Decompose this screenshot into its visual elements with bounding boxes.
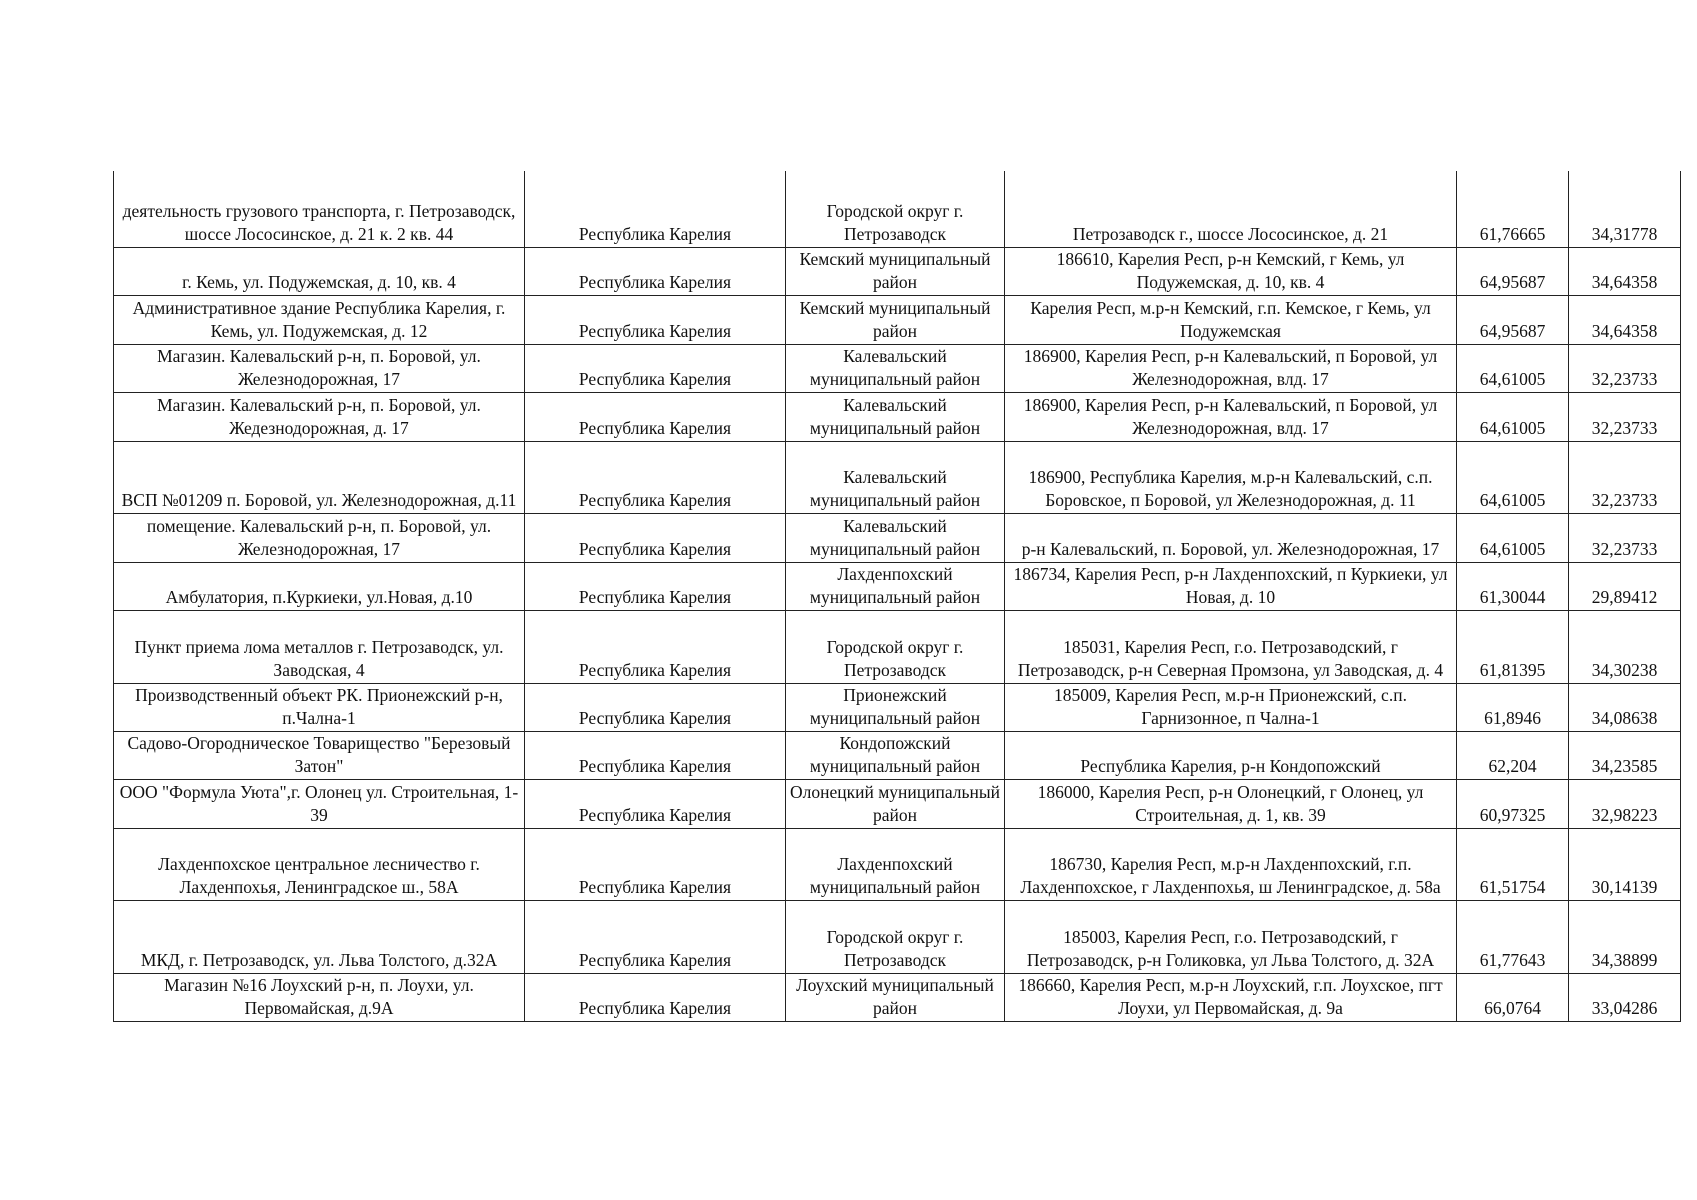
table-row <box>114 392 1681 441</box>
latitude-cell: 61,81395 <box>1457 610 1569 683</box>
latitude-cell: 61,30044 <box>1457 562 1569 610</box>
municipality-cell: Калевальский муниципальный район <box>786 441 1005 513</box>
address-cell: 186660, Карелия Респ, м.р-н Лоухский, г.п. Лоухское, пгт Лоухи, ул Первомайская, д. 9а <box>1005 973 1457 1021</box>
longitude-cell: 34,64358 <box>1569 247 1681 295</box>
longitude-cell: 29,89412 <box>1569 562 1681 610</box>
address-cell: 185031, Карелия Респ, г.о. Петрозаводский, г Петрозаводск, р-н Северная Промзона, ул Заводская, д. 4 <box>1005 610 1457 683</box>
table-row <box>114 973 1681 1021</box>
longitude-cell: 34,38899 <box>1569 900 1681 973</box>
region-cell: Республика Карелия <box>525 828 786 900</box>
address-cell: 186734, Карелия Респ, р-н Лахденпохский, п Куркиеки, ул Новая, д. 10 <box>1005 562 1457 610</box>
region-cell: Республика Карелия <box>525 900 786 973</box>
municipality-cell: Кемский муниципальный район <box>786 247 1005 295</box>
longitude-cell: 32,98223 <box>1569 779 1681 828</box>
place-cell: Магазин №16 Лоухский р-н, п. Лоухи, ул. Первомайская, д.9А <box>114 973 525 1021</box>
latitude-cell: 64,95687 <box>1457 247 1569 295</box>
locations-table-body <box>114 171 1681 1021</box>
region-cell: Республика Карелия <box>525 973 786 1021</box>
place-cell: помещение. Калевальский р-н, п. Боровой, ул. Железнодорожная, 17 <box>114 513 525 562</box>
municipality-cell: Олонецкий муниципальный район <box>786 779 1005 828</box>
place-cell: Магазин. Калевальский р-н, п. Боровой, ул. Жедезнодорожная, д. 17 <box>114 392 525 441</box>
region-cell: Республика Карелия <box>525 392 786 441</box>
place-cell: Амбулатория, п.Куркиеки, ул.Новая, д.10 <box>114 562 525 610</box>
region-cell: Республика Карелия <box>525 247 786 295</box>
longitude-cell: 33,04286 <box>1569 973 1681 1021</box>
municipality-cell: Лахденпохский муниципальный район <box>786 562 1005 610</box>
latitude-cell: 61,77643 <box>1457 900 1569 973</box>
place-cell: МКД, г. Петрозаводск, ул. Льва Толстого, д.32А <box>114 900 525 973</box>
address-cell: 186000, Карелия Респ, р-н Олонецкий, г Олонец, ул Строительная, д. 1, кв. 39 <box>1005 779 1457 828</box>
municipality-cell: Кондопожский муниципальный район <box>786 731 1005 779</box>
table-row <box>114 900 1681 973</box>
municipality-cell: Лахденпохский муниципальный район <box>786 828 1005 900</box>
latitude-cell: 64,95687 <box>1457 295 1569 344</box>
municipality-cell: Кемский муниципальный район <box>786 295 1005 344</box>
municipality-cell: Калевальский муниципальный район <box>786 344 1005 392</box>
address-cell: 186610, Карелия Респ, р-н Кемский, г Кемь, ул Подужемская, д. 10, кв. 4 <box>1005 247 1457 295</box>
municipality-cell: Прионежский муниципальный район <box>786 683 1005 731</box>
region-cell: Республика Карелия <box>525 295 786 344</box>
table-row <box>114 441 1681 513</box>
place-cell: Садово-Огородническое Товарищество "Березовый Затон" <box>114 731 525 779</box>
latitude-cell: 61,76665 <box>1457 171 1569 247</box>
region-cell: Республика Карелия <box>525 779 786 828</box>
municipality-cell: Калевальский муниципальный район <box>786 513 1005 562</box>
place-cell: ООО "Формула Уюта",г. Олонец ул. Строительная, 1-39 <box>114 779 525 828</box>
region-cell: Республика Карелия <box>525 683 786 731</box>
place-cell: Магазин. Калевальский р-н, п. Боровой, ул. Железнодорожная, 17 <box>114 344 525 392</box>
longitude-cell: 34,23585 <box>1569 731 1681 779</box>
region-cell: Республика Карелия <box>525 441 786 513</box>
latitude-cell: 64,61005 <box>1457 441 1569 513</box>
table-row <box>114 344 1681 392</box>
place-cell: Административное здание Республика Карелия, г. Кемь, ул. Подужемская, д. 12 <box>114 295 525 344</box>
table-row <box>114 562 1681 610</box>
longitude-cell: 34,31778 <box>1569 171 1681 247</box>
address-cell: Республика Карелия, р-н Кондопожский <box>1005 731 1457 779</box>
place-cell: Пункт приема лома металлов г. Петрозаводск, ул. Заводская, 4 <box>114 610 525 683</box>
longitude-cell: 34,64358 <box>1569 295 1681 344</box>
address-cell: 185009, Карелия Респ, м.р-н Прионежский, с.п. Гарнизонное, п Чална-1 <box>1005 683 1457 731</box>
locations-table <box>113 171 1681 1022</box>
address-cell: 186730, Карелия Респ, м.р-н Лахденпохский, г.п. Лахденпохское, г Лахденпохья, ш Ленинградское, д. 58а <box>1005 828 1457 900</box>
place-cell: г. Кемь, ул. Подужемская, д. 10, кв. 4 <box>114 247 525 295</box>
latitude-cell: 64,61005 <box>1457 513 1569 562</box>
table-row <box>114 731 1681 779</box>
place-cell: деятельность грузового транспорта, г. Петрозаводск, шоссе Лососинское, д. 21 к. 2 кв. 44 <box>114 171 525 247</box>
region-cell: Республика Карелия <box>525 344 786 392</box>
latitude-cell: 60,97325 <box>1457 779 1569 828</box>
latitude-cell: 66,0764 <box>1457 973 1569 1021</box>
region-cell: Республика Карелия <box>525 513 786 562</box>
region-cell: Республика Карелия <box>525 562 786 610</box>
table-row <box>114 828 1681 900</box>
address-cell: 186900, Республика Карелия, м.р-н Калевальский, с.п. Боровское, п Боровой, ул Железнодорожная, д. 11 <box>1005 441 1457 513</box>
longitude-cell: 34,30238 <box>1569 610 1681 683</box>
place-cell: Лахденпохское центральное лесничество г. Лахденпохья, Ленинградское ш., 58А <box>114 828 525 900</box>
region-cell: Республика Карелия <box>525 610 786 683</box>
table-row <box>114 610 1681 683</box>
table-row <box>114 779 1681 828</box>
municipality-cell: Городской округ г. Петрозаводск <box>786 171 1005 247</box>
latitude-cell: 64,61005 <box>1457 344 1569 392</box>
municipality-cell: Калевальский муниципальный район <box>786 392 1005 441</box>
table-row <box>114 247 1681 295</box>
municipality-cell: Лоухский муниципальный район <box>786 973 1005 1021</box>
longitude-cell: 32,23733 <box>1569 441 1681 513</box>
table-row <box>114 513 1681 562</box>
municipality-cell: Городской округ г. Петрозаводск <box>786 900 1005 973</box>
address-cell: 186900, Карелия Респ, р-н Калевальский, п Боровой, ул Железнодорожная, влд. 17 <box>1005 392 1457 441</box>
latitude-cell: 61,8946 <box>1457 683 1569 731</box>
address-cell: 185003, Карелия Респ, г.о. Петрозаводский, г Петрозаводск, р-н Голиковка, ул Льва Толстого, д. 32А <box>1005 900 1457 973</box>
longitude-cell: 32,23733 <box>1569 392 1681 441</box>
address-cell: р-н Калевальский, п. Боровой, ул. Железнодорожная, 17 <box>1005 513 1457 562</box>
place-cell: ВСП №01209 п. Боровой, ул. Железнодорожная, д.11 <box>114 441 525 513</box>
table-row <box>114 295 1681 344</box>
longitude-cell: 32,23733 <box>1569 513 1681 562</box>
address-cell: Карелия Респ, м.р-н Кемский, г.п. Кемское, г Кемь, ул Подужемская <box>1005 295 1457 344</box>
latitude-cell: 62,204 <box>1457 731 1569 779</box>
latitude-cell: 64,61005 <box>1457 392 1569 441</box>
table-row <box>114 683 1681 731</box>
longitude-cell: 34,08638 <box>1569 683 1681 731</box>
address-cell: 186900, Карелия Респ, р-н Калевальский, п Боровой, ул Железнодорожная, влд. 17 <box>1005 344 1457 392</box>
region-cell: Республика Карелия <box>525 171 786 247</box>
region-cell: Республика Карелия <box>525 731 786 779</box>
address-cell: Петрозаводск г., шоссе Лососинское, д. 21 <box>1005 171 1457 247</box>
longitude-cell: 32,23733 <box>1569 344 1681 392</box>
latitude-cell: 61,51754 <box>1457 828 1569 900</box>
municipality-cell: Городской округ г. Петрозаводск <box>786 610 1005 683</box>
longitude-cell: 30,14139 <box>1569 828 1681 900</box>
place-cell: Производственный объект РК. Прионежский р-н, п.Чална-1 <box>114 683 525 731</box>
table-row <box>114 171 1681 247</box>
